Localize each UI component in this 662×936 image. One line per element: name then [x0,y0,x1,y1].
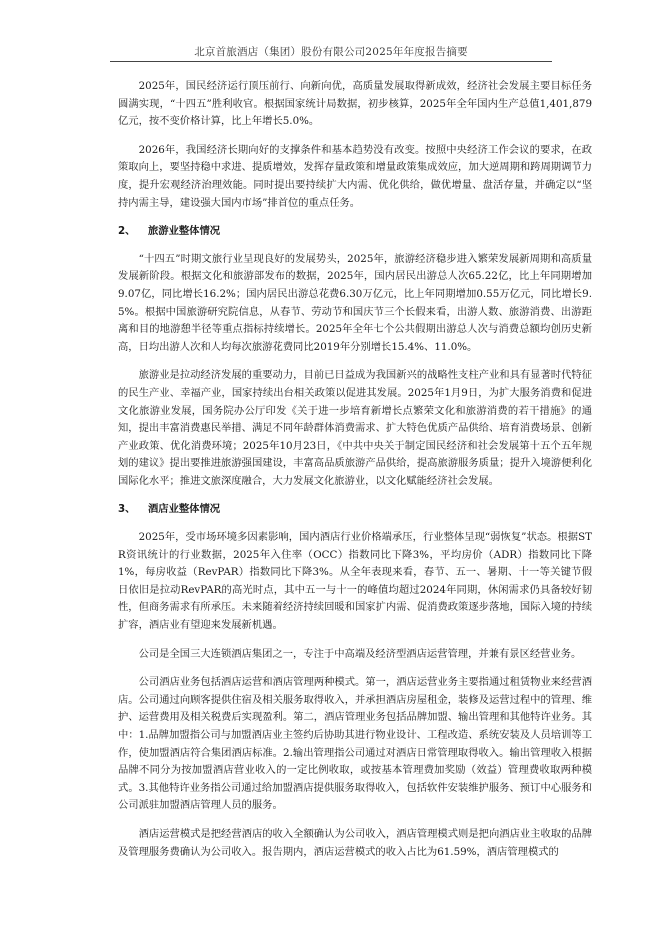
paragraph-tourism-stats: “十四五”时期文旅行业呈现良好的发展势头，2025年，旅游经济稳步进入繁荣发展新周期和高质量发展新阶段。根据文化和旅游部发布的数据，2025年，国内居民出游总人次65.22亿，比上年同期增加9.07亿，同比增长16.2%；国内居民出游总花费6.30万亿元，比上年同期增加0.55万亿元，同比增长9.5%。根据中国旅游研究院信息，从春节、劳动节和国庆节三个长假来看，出游人数、旅游消费、出游距离和目的地游憩半径等重点指标持续增长。2025年全年七个公共假期出游总人次与消费总额均创历史新高，日均出游人次和人均每次旅游花费同比2019年分别增长15.4%、11.0%。 [118,252,592,353]
paragraph-revenue-recognition: 酒店运营模式是把经营酒店的收入全额确认为公司收入，酒店管理模式则是把向酒店业主收取的品牌及管理服务费确认为公司收入。报告期内，酒店运营模式的收入占比为61.59%，酒店管理模式的 [118,827,592,858]
paragraph-2026-outlook: 2026年，我国经济长期向好的支撑条件和基本趋势没有改变。按照中央经济工作会议的要求，在政策取向上，要坚持稳中求进、提质增效，发挥存量政策和增量政策集成效应，加大逆周期和跨周期调节力度，提升宏观经济治理效能。同时提出要持续扩大内需、优化供给，做优增量、盘活存量，并确定以“坚持内需主导，建设强大国内市场”排首位的重点任务。 [118,143,592,209]
paragraph-tourism-policy: 旅游业是拉动经济发展的重要动力，目前已日益成为我国新兴的战略性支柱产业和具有显著时代特征的民生产业、幸福产业，国家持续出台相关政策以促进其发展。2025年1月9日，为扩大服务消费和促进文化旅游业发展，国务院办公厅印发《关于进一步培育新增长点繁荣文化和旅游消费的若干措施》的通知，提出丰富消费惠民举措、满足不同年龄群体消费需求、扩大特色优质产品供给、培育消费场景、创新产业政策、优化消费环境；2025年10月23日，《中共中央关于制定国民经济和社会发展第十五个五年规划的建议》提出要推进旅游强国建设，丰富高品质旅游产品供给，提高旅游服务质量；提升入境游便利化国际化水平；推进文旅深度融合，大力发展文化旅游业，以文化赋能经济社会发展。 [118,369,592,487]
section-heading-hotel [118,501,592,519]
section-number: 2、 [118,225,136,238]
page-header: 北京首旅酒店（集团）股份有限公司2025年年度报告摘要 [194,46,468,58]
paragraph-gdp: 2025年，国民经济运行顶压前行、向新向优，高质量发展取得新成效，经济社会发展主要目标任务圆满实现，“十四五”胜利收官。根据国家统计局数据，初步核算，2025年全年国内生产总值1,401,879亿元，按不变价格计算，比上年增长5.0%。 [118,80,592,128]
paragraph-hotel-industry: 2025年，受市场环境多因素影响，国内酒店行业价格端承压，行业整体呈现“弱恢复”状态。根据STR资讯统计的行业数据，2025年入住率（OCC）指数同比下降3%，平均房价（ADR）指数同比下降1%，每房收益（RevPAR）指数同比下降3%。从全年表现来看，春节、五一、暑期、十一等关键节假日依旧是拉动RevPAR的高光时点，其中五一与十一的峰值均超过2024年同期，休闲需求仍具备较好韧性，但商务需求有所承压。未来随着经济持续回暖和国家扩内需、促消费政策逐步落地，国际入境的持续扩容，酒店业有望迎来发展新机遇。 [118,531,592,632]
paragraph-company-overview: 公司是全国三大连锁酒店集团之一，专注于中高端及经济型酒店运营管理，并兼有景区经营业务。 [138,647,582,660]
section-heading-tourism [118,223,592,241]
section-number: 3、 [118,503,136,516]
section-title: 酒店业整体情况 [148,503,221,516]
document-body [118,78,592,872]
header-divider [110,61,552,62]
paragraph-business-models: 公司酒店业务包括酒店运营和酒店管理两种模式。第一，酒店运营业务主要指通过租赁物业来经营酒店。公司通过向顾客提供住宿及相关服务取得收入，并承担酒店房屋租金，装修及运营过程中的管理、维护、运营费用及相关税费后实现盈利。第二，酒店管理业务包括品牌加盟、输出管理和其他特许业务。其中：1.品牌加盟指公司与加盟酒店业主签约后协助其进行物业设计、工程改造、系统安装及人员培训等工作，使加盟酒店符合集团酒店标准。2.输出管理指公司通过对酒店日常管理取得收入。输出管理收入根据品牌不同分为按加盟酒店营业收入的一定比例收取，或按基本管理费加奖励（效益）管理费收取两种模式。3.其他特许业务指公司通过给加盟酒店提供服务取得收入，包括软件安装维护服务、预订中心服务和公司派驻加盟酒店管理人员的服务。 [118,676,592,812]
section-title: 旅游业整体情况 [148,225,221,238]
